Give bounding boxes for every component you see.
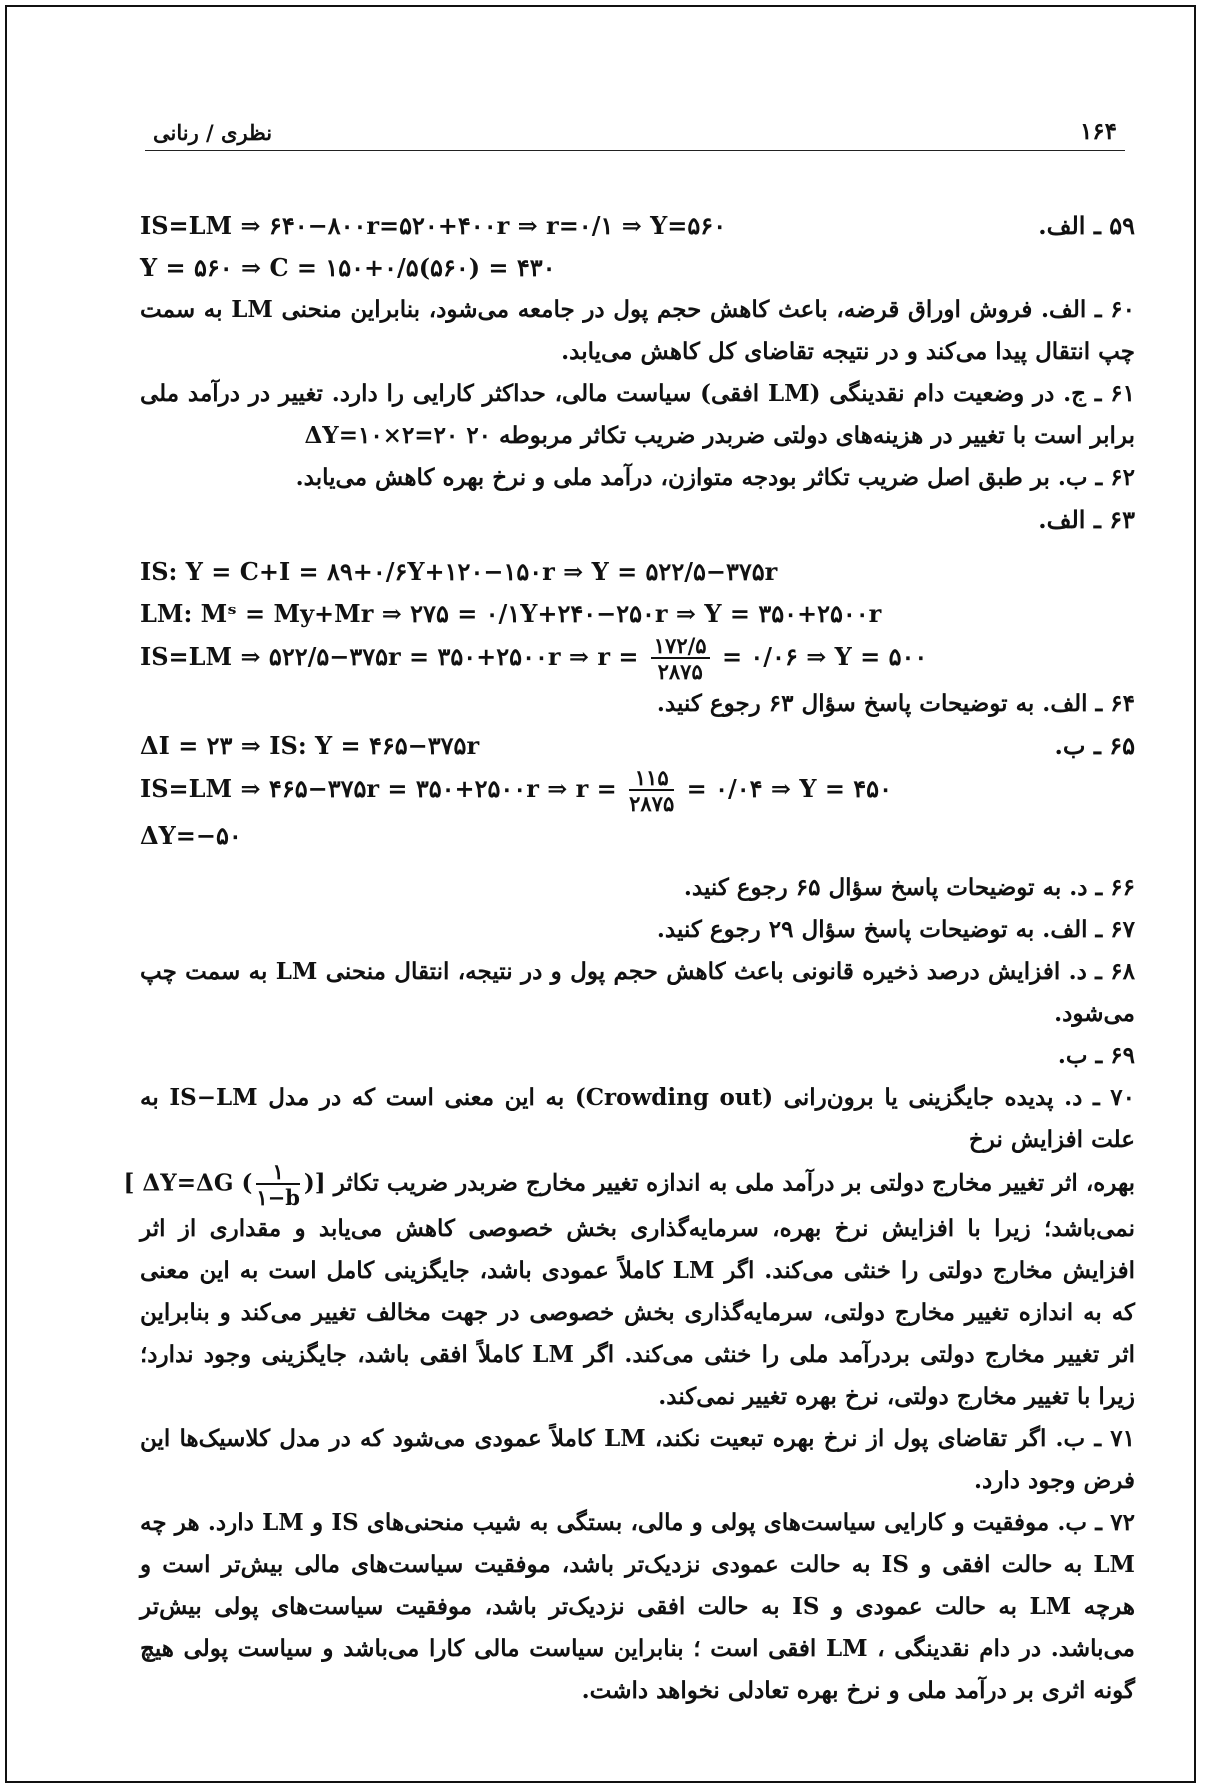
q71-answer: ۷۱ ـ ب. اگر تقاضای پول از نرخ بهره تبعیت نکند، LM کاملاً عمودی می‌شود که در مدل کلاسیک‌ها این فرض وجود دارد. bbox=[140, 1425, 1135, 1494]
q59-equation-1: IS=LM ⇒ ۶۴۰−۸۰۰r=۵۲۰+۴۰۰r ⇒ r=۰/۱ ⇒ Y=۵۶۰ bbox=[140, 211, 727, 240]
q67-answer: ۶۷ ـ الف. به توضیحات پاسخ سؤال ۲۹ رجوع کنید. bbox=[656, 916, 1135, 943]
q59-row-2 bbox=[140, 247, 1135, 289]
q63-label: ۶۳ ـ الف. bbox=[1038, 505, 1135, 534]
q59-equation-2: Y = ۵۶۰ ⇒ C = ۱۵۰+۰/۵(۵۶۰) = ۴۳۰ bbox=[140, 253, 556, 282]
q65-fraction-denominator: ۲۸۷۵ bbox=[629, 791, 675, 816]
page-number: ۱۶۴ bbox=[1079, 118, 1117, 145]
q64-answer: ۶۴ ـ الف. به توضیحات پاسخ سؤال ۶۳ رجوع کنید. bbox=[656, 690, 1135, 717]
q63-fraction-numerator: ۱۷۲/۵ bbox=[651, 635, 710, 659]
q70-line-2 bbox=[123, 1159, 1135, 1210]
q66-answer: ۶۶ ـ د. به توضیحات پاسخ سؤال ۶۵ رجوع کنید. bbox=[683, 874, 1135, 901]
page-content bbox=[123, 205, 1135, 1712]
q59-label: ۵۹ ـ الف. bbox=[1038, 211, 1135, 240]
q72-answer: ۷۲ ـ ب. موفقیت و کارایی سیاست‌های پولی و مالی، بستگی به شیب منحنی‌های IS و LM دارد. هر چه LM به حالت افقی و IS به حالت عمودی نزدیک‌تر باشد، موفقیت سیاست‌های مالی بیش‌تر است و هرچه LM به حالت عمودی و IS به حالت افقی نزدیک‌تر باشد، موفقیت سیاست‌های پولی بیش‌تر می‌باشد. در دام نقدینگی ، LM افقی است ؛ بنابراین سیاست مالی کارا می‌باشد و سیاست پولی هیچ گونه اثری بر درآمد ملی و نرخ بهره تعادلی نخواهد داشت. bbox=[140, 1509, 1135, 1704]
q63-equation-is: IS: Y = C+I = ۸۹+۰/۶Y+۱۲۰−۱۵۰r ⇒ Y = ۵۲۲/۵−۳۷۵r bbox=[140, 557, 778, 586]
q65-eq2-left: IS=LM ⇒ ۴۶۵−۳۷۵r = ۳۵۰+۲۵۰۰r ⇒ r = bbox=[140, 774, 617, 803]
q70-multiplier-formula bbox=[124, 1161, 326, 1208]
q65-row-1 bbox=[140, 725, 1135, 767]
q70-formula-pre: [ ΔY=ΔG ( bbox=[123, 1169, 253, 1197]
q70-fraction bbox=[256, 1161, 300, 1208]
q65-row-3 bbox=[140, 815, 1135, 857]
q65-equation-1: ΔI = ۲۳ ⇒ IS: Y = ۴۶۵−۳۷۵r bbox=[140, 731, 480, 760]
q63-equation-lm: LM: Mˢ = My+Mr ⇒ ۲۷۵ = ۰/۱Y+۲۴۰−۲۵۰r ⇒ Y = ۳۵۰+۲۵۰۰r bbox=[140, 599, 882, 628]
q62-answer: ۶۲ ـ ب. بر طبق اصل ضریب تکاثر بودجه متوازن، درآمد ملی و نرخ بهره کاهش می‌یابد. bbox=[295, 464, 1135, 491]
q61-answer: ۶۱ ـ ج. در وضعیت دام نقدینگی (LM افقی) سیاست مالی، حداکثر کارایی را دارد. تغییر در درآمد ملی برابر است با تغییر در هزینه‌های دولتی ضربدر ضریب تکاثر مربوطه ۲۰ ΔY=۱۰×۲=۲۰ bbox=[140, 380, 1135, 449]
q69-answer: ۶۹ ـ ب. bbox=[1057, 1042, 1135, 1069]
q63-row-3 bbox=[140, 635, 1135, 683]
q65-row-2 bbox=[140, 767, 1135, 815]
q60-answer: ۶۰ ـ الف. فروش اوراق قرضه، باعث کاهش حجم پول در جامعه می‌شود، بنابراین منحنی LM به سمت چپ انتقال پیدا می‌کند و در نتیجه تقاضای کل کاهش می‌یابد. bbox=[140, 296, 1135, 365]
q59-row-1 bbox=[140, 205, 1135, 247]
q70-answer bbox=[123, 1077, 1135, 1418]
q65-eq2-right: = ۰/۰۴ ⇒ Y = ۴۵۰ bbox=[686, 774, 892, 803]
q65-label: ۶۵ ـ ب. bbox=[1054, 731, 1135, 760]
q63-row-2 bbox=[140, 593, 1135, 635]
page-header bbox=[145, 118, 1125, 151]
q70-rest: نمی‌باشد؛ زیرا با افزایش نرخ بهره، سرمایه‌گذاری بخش خصوصی کاهش می‌یابد و مقداری از اثر افزایش مخارج دولتی را خنثی می‌کند. اگر LM کاملاً عمودی باشد، جایگزینی کامل است به این معنی که به اندازه تغییر مخارج دولتی، سرمایه‌گذاری بخش خصوصی در جهت مخالف تغییر می‌کند و بنابراین اثر تغییر مخارج دولتی بردرآمد ملی را خنثی می‌کند. اگر LM کاملاً افقی باشد، جایگزینی وجود ندارد؛ زیرا با تغییر مخارج دولتی، نرخ بهره تغییر نمی‌کند. bbox=[140, 1215, 1135, 1410]
q70-fraction-numerator: ۱ bbox=[256, 1161, 300, 1185]
q70-fraction-denominator: ۱−b bbox=[256, 1185, 300, 1210]
q63-eq3-right: = ۰/۰۶ ⇒ Y = ۵۰۰ bbox=[721, 642, 928, 671]
q63-row-label bbox=[140, 499, 1135, 541]
q70-line-1: ۷۰ ـ د. پدیده جایگزینی یا برون‌رانی (Crowding out) به این معنی است که در مدل IS−LM به علت افزایش نرخ bbox=[140, 1084, 1135, 1153]
q63-eq3-left: IS=LM ⇒ ۵۲۲/۵−۳۷۵r = ۳۵۰+۲۵۰۰r ⇒ r = bbox=[140, 642, 639, 671]
q63-fraction bbox=[651, 635, 710, 682]
q63-equation-equilibrium bbox=[140, 635, 927, 682]
q65-equation-2 bbox=[140, 767, 892, 814]
q70-formula-post: )] bbox=[303, 1169, 326, 1197]
q70-line-2-text: بهره، اثر تغییر مخارج دولتی بر درآمد ملی به اندازه تغییر مخارج ضربدر ضریب تکاثر bbox=[333, 1169, 1135, 1197]
q65-fraction-numerator: ۱۱۵ bbox=[629, 767, 674, 791]
q63-fraction-denominator: ۲۸۷۵ bbox=[657, 659, 703, 684]
q68-answer: ۶۸ ـ د. افزایش درصد ذخیره قانونی باعث کاهش حجم پول و در نتیجه، انتقال منحنی LM به سمت چپ می‌شود. bbox=[140, 958, 1135, 1027]
q65-equation-3: ΔY=−۵۰ bbox=[140, 821, 242, 850]
q65-fraction bbox=[629, 767, 674, 814]
running-title: نظری / رنانی bbox=[153, 120, 273, 145]
q63-row-1 bbox=[140, 551, 1135, 593]
